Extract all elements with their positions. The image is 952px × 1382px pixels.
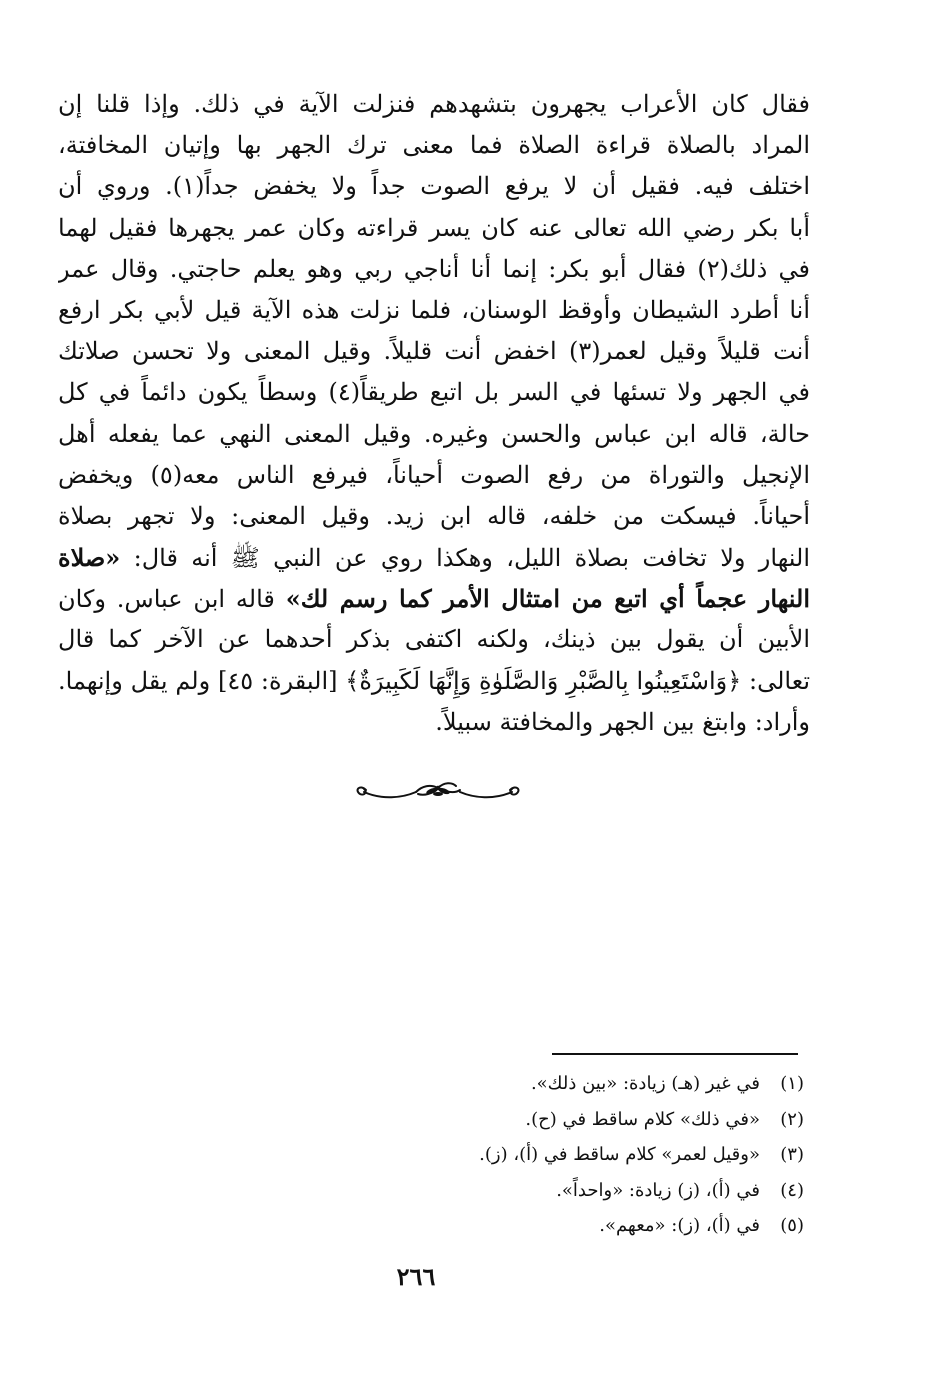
footnote-text: «في ذلك» كلام ساقط في (ح). [525, 1108, 760, 1130]
body-line: المراد بالصلاة قراءة الصلاة فما معنى ترك الجهر بها وإتيان المخافتة، [58, 131, 810, 160]
body-line: الأبين أن يقول بين ذينك، ولكنه اكتفى بذكر أحدهما عن الآخر كما قال [58, 625, 810, 654]
body-line: في ذلك(٢) فقال أبو بكر: إنما أنا أناجي ربي وهو يعلم حاجتي. وقال عمر [58, 254, 810, 283]
footnote-item [300, 1137, 804, 1173]
body-line: حالة، قاله ابن عباس والحسن وغيره. وقيل المعنى النهي عما يفعله أهل [58, 419, 810, 448]
footnote-text: في غير (هـ) زيادة: «بين ذلك». [530, 1073, 760, 1094]
footnote-text: «وقيل لعمر» كلام ساقط في (أ)، (ز). [479, 1144, 760, 1165]
body-line: الإنجيل والتوراة من رفع الصوت أحياناً، فيرفع الناس معه(٥) ويخفض [58, 460, 810, 489]
footnote-number: (٤) [780, 1179, 804, 1201]
body-line: أحياناً. فيسكت من خلفه، قاله ابن زيد. وقيل المعنى: ولا تجهر بصلاة [58, 501, 810, 530]
body-line-quran-verse: تعالى: ﴿وَاسْتَعِينُوا بِالصَّبْرِ وَالصَّلَوٰةِ وَإِنَّهَا لَكَبِيرَةٌ﴾ [البقرة: ٤٥] ولم يقل وإنهما. [58, 666, 810, 695]
footnote-text: في (أ)، (ز): «معهم». [599, 1215, 760, 1236]
footnote-number: (١) [780, 1073, 804, 1094]
floral-divider-ornament-icon [352, 776, 524, 806]
footnote-item [300, 1102, 804, 1138]
footnote-number: (٢) [780, 1108, 804, 1130]
body-line-with-hadith-start [58, 537, 810, 578]
footnote-separator-rule [552, 1053, 798, 1055]
body-line-plain-part: النهار ولا تخافت بصلاة الليل، وهكذا روي عن النبي ﷺ أنه قال: [120, 544, 810, 573]
body-line: اختلف فيه. فقيل أن لا يرفع الصوت جداً ولا يخفض جداً(١). وروي أن [58, 172, 810, 201]
body-line-with-hadith-end [58, 578, 810, 619]
page-number: ٢٦٦ [396, 1262, 436, 1291]
footnote-number: (٣) [780, 1144, 804, 1165]
footnotes [300, 1066, 804, 1244]
hadith-quote-start: «صلاة [58, 543, 121, 573]
footnote-number: (٥) [780, 1215, 804, 1236]
body-line: أبا بكر رضي الله تعالى عنه كان يسر قراءته وكان عمر يجهرها فقيل لهما [58, 213, 810, 242]
footnote-text: في (أ)، (ز) زيادة: «واحداً». [556, 1179, 760, 1201]
body-line-plain-part: قاله ابن عباس. وكان [58, 585, 286, 614]
footnote-item [300, 1066, 804, 1102]
body-line: أنا أطرد الشيطان وأوقظ الوسنان، فلما نزلت هذه الآية قيل لأبي بكر ارفع [58, 295, 810, 324]
body-line-last: وأراد: وابتغ بين الجهر والمخافتة سبيلاً. [435, 707, 810, 736]
body-text [58, 84, 810, 743]
footnote-item [300, 1208, 804, 1244]
footnote-item [300, 1173, 804, 1209]
body-line: أنت قليلاً وقيل لعمر(٣) اخفض أنت قليلاً. وقيل المعنى ولا تحسن صلاتك [58, 337, 810, 366]
hadith-quote-end: النهار عجماً أي اتبع من امتثال الأمر كما رسم لك» [285, 584, 810, 614]
body-line: في الجهر ولا تسئها في السر بل اتبع طريقاً(٤) وسطاً يكون دائماً في كل [58, 378, 810, 407]
body-line: فقال كان الأعراب يجهرون بتشهدهم فنزلت الآية في ذلك. وإذا قلنا إن [58, 90, 810, 118]
